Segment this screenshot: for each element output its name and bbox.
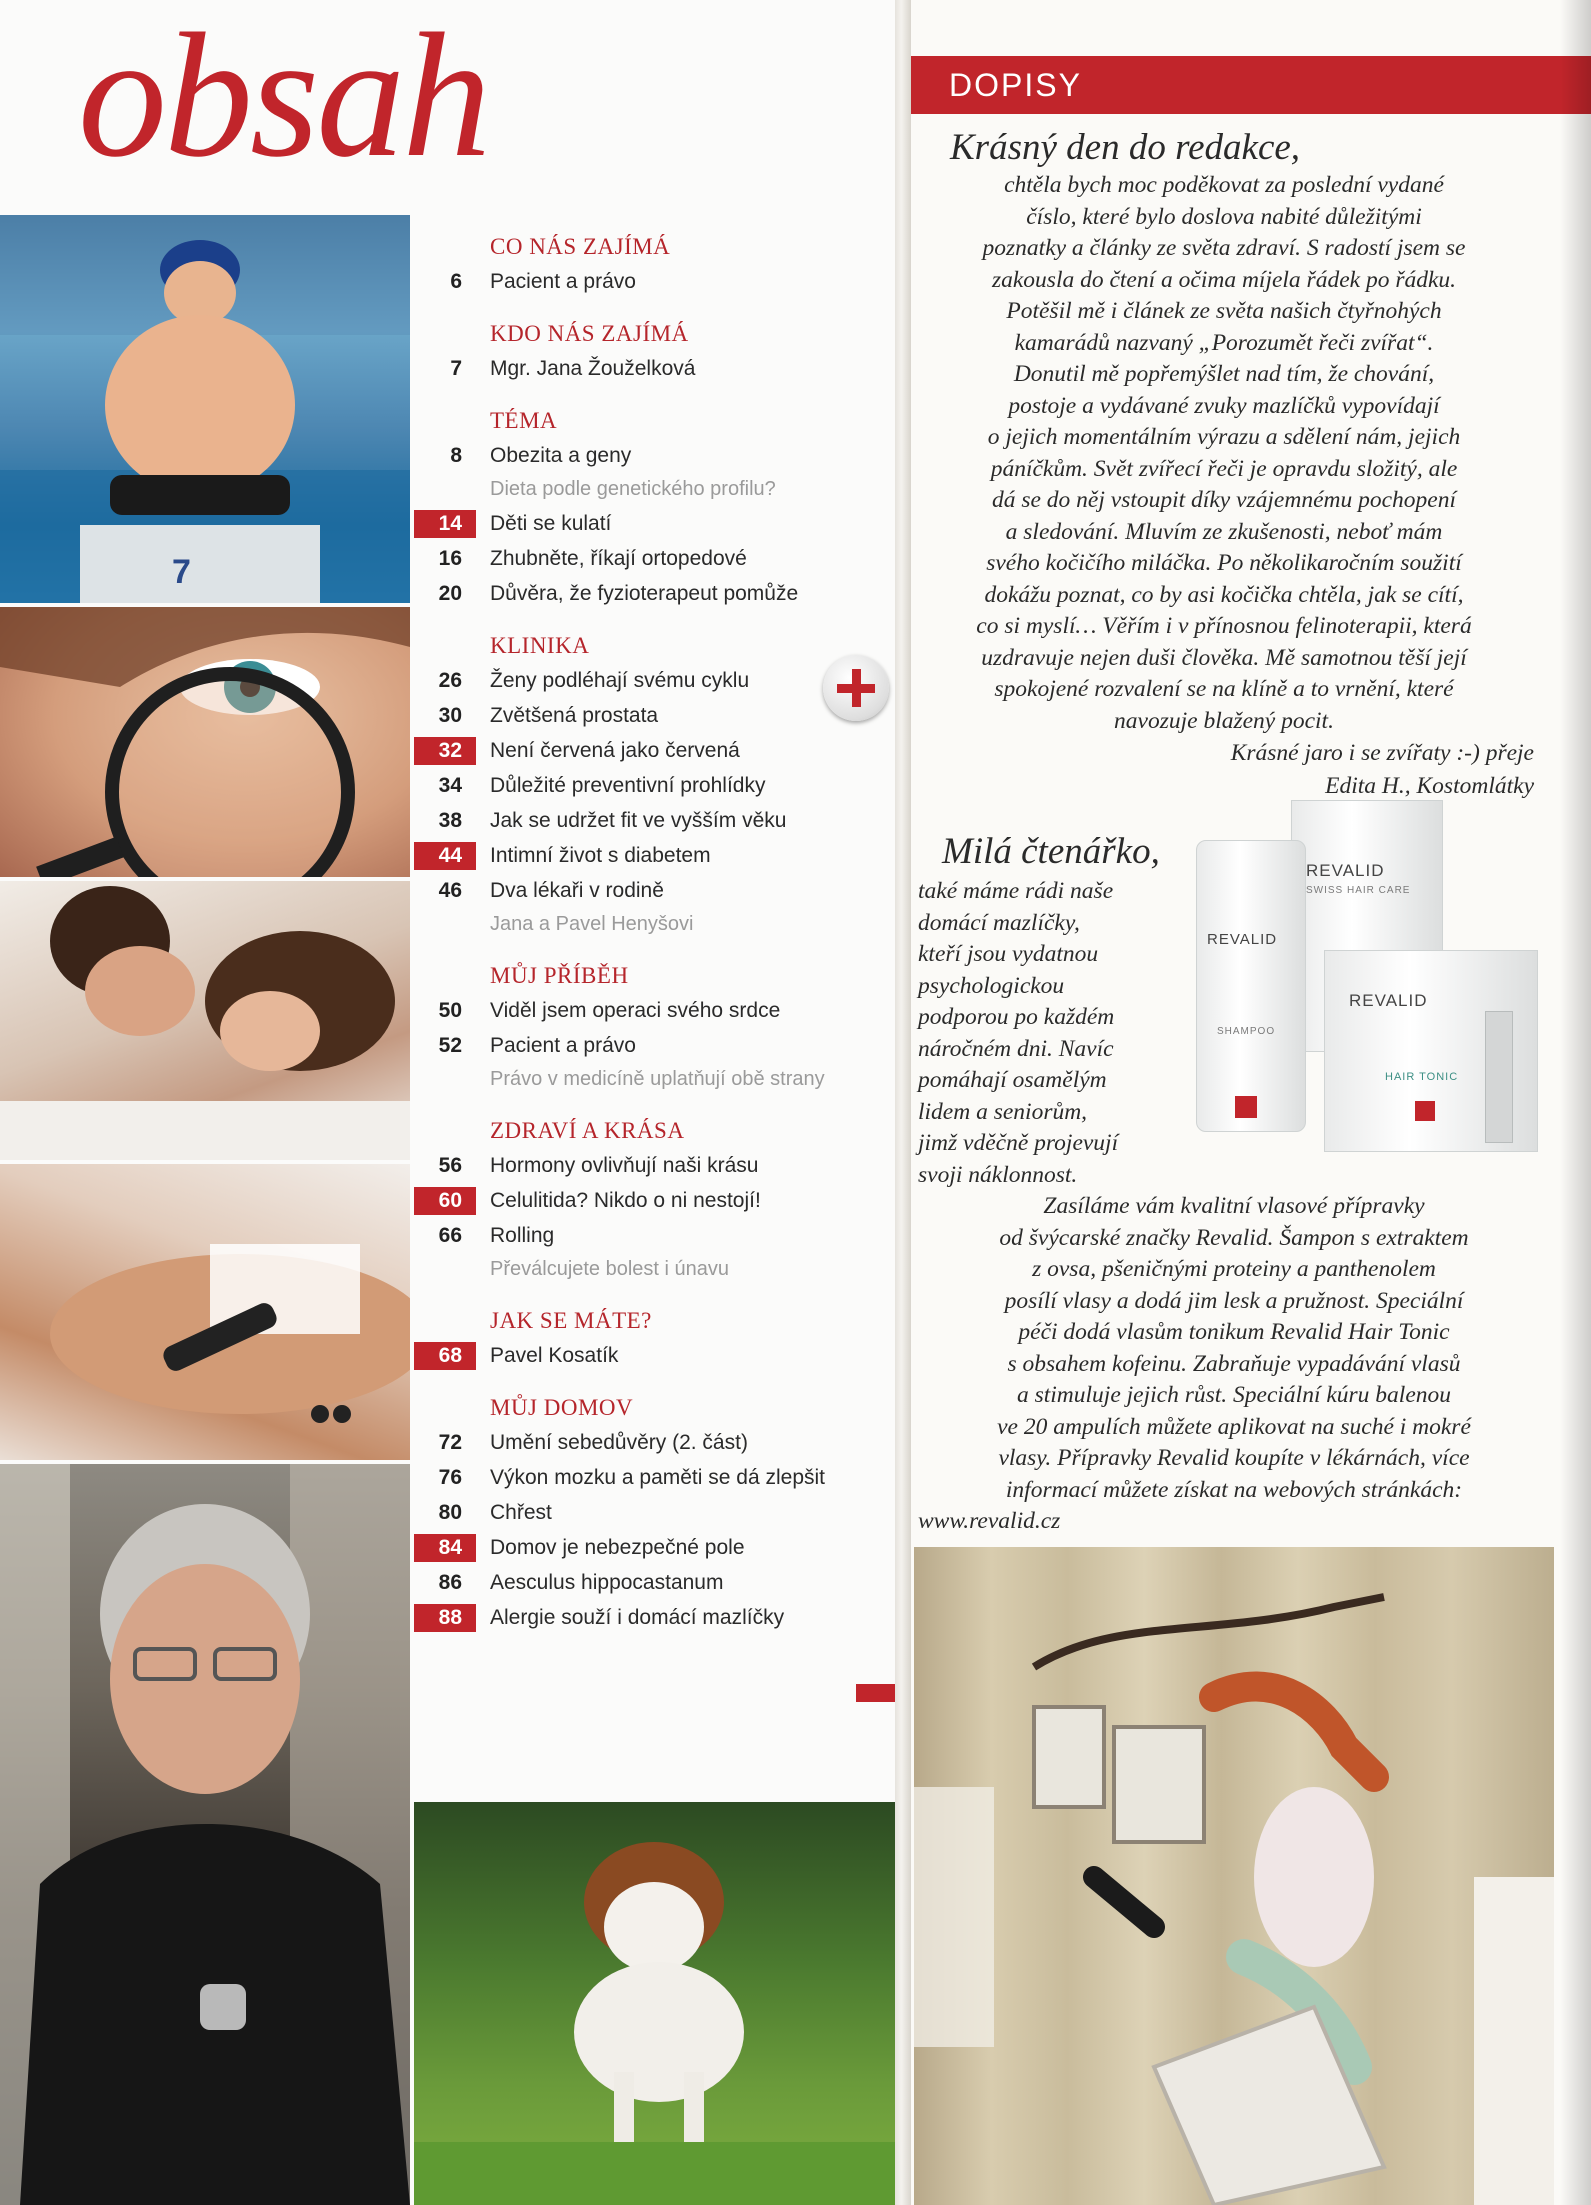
text-line: Zasíláme vám kvalitní vlasové přípravky <box>1043 1193 1425 1219</box>
text-line: uzdravuje nejen duši člověka. Mě samotnou těší její <box>981 644 1467 671</box>
tonic-brand: REVALID <box>1349 991 1428 1010</box>
product-brand: REVALID <box>1306 861 1385 880</box>
toc-item[interactable] <box>414 1495 895 1530</box>
toc-heading: KLINIKA <box>490 633 590 658</box>
letter-body <box>914 170 1534 737</box>
product-image <box>1196 800 1542 1170</box>
toc-item[interactable] <box>414 264 895 299</box>
page-number: 20 <box>438 581 462 605</box>
page-number: 60 <box>414 1187 476 1215</box>
toc-item-label: Mgr. Jana Žouželková <box>490 356 696 380</box>
toc-item-label: Pavel Kosatík <box>490 1343 619 1367</box>
photo-dog-running <box>414 1802 895 2205</box>
text-line: svoji náklonnost. <box>918 1161 1078 1188</box>
swiss-cross-icon <box>1415 1101 1435 1121</box>
toc-item[interactable] <box>414 1183 895 1218</box>
toc-item-label: Domov je nebezpečné pole <box>490 1535 745 1559</box>
text-line: psychologickou <box>918 972 1065 999</box>
text-line: chtěla bych moc poděkovat za poslední vydané <box>1004 172 1444 198</box>
text-line: Edita H., Kostomlátky <box>1325 773 1534 799</box>
toc-item[interactable] <box>414 1460 895 1495</box>
page-number: 7 <box>450 356 462 380</box>
toc-item-label: Zvětšená prostata <box>490 703 659 727</box>
toc-item[interactable] <box>414 838 895 873</box>
toc-item-subtitle: Převálcujete bolest i únavu <box>490 1258 730 1280</box>
page-number: 30 <box>438 703 462 727</box>
page-number: 84 <box>414 1534 476 1562</box>
toc-section <box>414 1114 895 1286</box>
website-link[interactable]: www.revalid.cz <box>918 1508 1061 1534</box>
toc-item-label: Dva lékaři v rodině <box>490 878 664 902</box>
toc-heading: MŮJ PŘÍBĚH <box>490 963 629 988</box>
text-line: kteří jsou vydatnou <box>918 941 1099 967</box>
toc-section <box>414 959 895 1096</box>
text-line: podporou po každém <box>918 1004 1115 1030</box>
letter-title: Krásný den do redakce, <box>950 127 1301 168</box>
toc-item-label: Aesculus hippocastanum <box>490 1570 724 1594</box>
text-line: také máme rádi naše <box>918 878 1114 904</box>
toc-item[interactable] <box>414 1565 895 1600</box>
toc-item[interactable] <box>414 541 895 576</box>
page-number: 88 <box>414 1604 476 1632</box>
toc-item[interactable] <box>414 1218 895 1253</box>
ampoule <box>1485 1011 1513 1143</box>
tonic-box <box>1324 950 1538 1152</box>
page-number: 50 <box>438 998 462 1022</box>
toc-section <box>414 1304 895 1373</box>
shampoo-label: SHAMPOO <box>1217 1026 1276 1037</box>
text-line: péči dodá vlasům tonikum Revalid Hair Tonic <box>1018 1319 1450 1345</box>
toc-item-label: Pacient a právo <box>490 1033 636 1057</box>
page-number: 6 <box>450 269 462 293</box>
text-line: domácí mazlíčky, <box>918 909 1080 936</box>
text-line: lidem a seniorům, <box>918 1098 1088 1125</box>
page-number: 52 <box>438 1033 462 1057</box>
toc-heading: MŮJ DOMOV <box>490 1395 634 1420</box>
toc-item-label: Pacient a právo <box>490 269 636 293</box>
text-line: kamarádů nazvaný „Porozumět řeči zvířat“. <box>1014 329 1434 356</box>
toc-section <box>414 404 895 611</box>
text-line: od švýcarské značky Revalid. Šampon s extraktem <box>999 1224 1469 1251</box>
tonic-label: HAIR TONIC <box>1385 1071 1459 1083</box>
text-line: dokážu poznat, co by asi kočička chtěla, jak se cítí, <box>984 581 1464 608</box>
swiss-cross-icon <box>1235 1096 1257 1118</box>
toc-item[interactable] <box>414 698 895 733</box>
toc-item-label: Děti se kulatí <box>490 511 612 535</box>
text-line: a sledování. Mluvím ze zkušenosti, neboť mám <box>1005 518 1443 545</box>
table-of-contents <box>414 230 895 1635</box>
text-line: o jejich momentálním výrazu a sdělení nám, jejich <box>987 424 1461 450</box>
reader-letter <box>914 126 1534 803</box>
toc-item[interactable] <box>414 1028 895 1063</box>
page-edge-shadow <box>1560 0 1591 2205</box>
text-line: Krásné jaro i se zvířaty :-) přeje <box>1230 740 1534 766</box>
toc-section <box>414 230 895 299</box>
photo-man-portrait <box>0 1464 410 2205</box>
illustration-falling-woman <box>914 1547 1554 2205</box>
page-number: 68 <box>414 1342 476 1370</box>
toc-heading: TÉMA <box>490 408 558 433</box>
page-number: 80 <box>438 1500 462 1524</box>
toc-item[interactable] <box>414 1425 895 1460</box>
toc-item[interactable] <box>414 873 895 908</box>
toc-item-label: Zhubněte, říkají ortopedové <box>490 546 747 570</box>
toc-item[interactable] <box>414 576 895 611</box>
text-line: číslo, které bylo doslova nabité důležitými <box>1026 203 1422 230</box>
reply-title: Milá čtenářko, <box>942 831 1160 872</box>
toc-item[interactable] <box>414 438 895 473</box>
toc-item[interactable] <box>414 993 895 1028</box>
page-number: 44 <box>414 842 476 870</box>
shampoo-bottle <box>1196 840 1306 1132</box>
page-number: 38 <box>438 808 462 832</box>
text-line: ve 20 ampulích můžete aplikovat na suché i mokré <box>997 1413 1471 1440</box>
toc-item-label: Důvěra, že fyzioterapeut pomůže <box>490 581 799 605</box>
page-number: 34 <box>438 773 462 797</box>
toc-item-subtitle: Právo v medicíně uplatňují obě strany <box>490 1068 825 1090</box>
section-marker <box>856 1684 898 1702</box>
product-tagline: SWISS HAIR CARE <box>1306 885 1411 896</box>
page-number: 76 <box>438 1465 462 1489</box>
toc-item-label: Jak se udržet fit ve vyšším věku <box>490 808 787 832</box>
toc-item-label: Ženy podléhají svému cyklu <box>490 668 750 692</box>
toc-item[interactable] <box>414 1530 895 1565</box>
text-line: z ovsa, pšeničnými proteiny a panthenolem <box>1032 1256 1436 1282</box>
toc-item[interactable] <box>414 733 895 768</box>
text-line: spokojené rozvalení se na klíně a to vrnění, které <box>994 676 1454 702</box>
toc-item[interactable] <box>414 768 895 803</box>
toc-item[interactable] <box>414 1600 895 1635</box>
text-line: a stimuluje jejich růst. Speciální kúru balenou <box>1016 1382 1452 1408</box>
page-number: 46 <box>438 878 462 902</box>
page-spine <box>895 0 911 2205</box>
toc-item-label: Hormony ovlivňují naši krásu <box>490 1153 759 1177</box>
text-line: co si myslí… Věřím i v přínosnou felinoterapii, která <box>976 613 1472 639</box>
toc-section <box>414 1391 895 1635</box>
toc-heading: KDO NÁS ZAJÍMÁ <box>490 321 689 346</box>
text-line: páníčkům. Svět zvířecí řeči je opravdu složitý, ale <box>990 455 1458 482</box>
toc-section <box>414 629 895 941</box>
text-line: jimž vděčně projevují <box>918 1130 1119 1156</box>
page-number: 56 <box>438 1153 462 1177</box>
page-number: 14 <box>414 510 476 538</box>
photo-couple <box>0 881 410 1160</box>
toc-heading: JAK SE MÁTE? <box>490 1308 652 1333</box>
text-line: zakousla do čtení a očima míjela řádek po řádku. <box>991 266 1457 293</box>
page-number: 66 <box>438 1223 462 1247</box>
text-line: pomáhají osamělým <box>918 1067 1107 1093</box>
toc-item-label: Viděl jsem operaci svého srdce <box>490 998 781 1022</box>
page-number: 8 <box>450 443 462 467</box>
page-title: obsah <box>78 0 489 194</box>
text-line: Potěšil mě i článek ze světa našich čtyřnohých <box>1006 298 1442 324</box>
text-line: svého kočičího miláčka. Po několikaročním soužití <box>986 550 1462 576</box>
toc-item-label: Chřest <box>490 1500 552 1524</box>
toc-item[interactable] <box>414 506 895 541</box>
toc-item-label: Důležité preventivní prohlídky <box>490 773 766 797</box>
toc-item-label: Umění sebedůvěry (2. část) <box>490 1430 748 1454</box>
text-line: dá se do něj vstoupit díky vzájemnému pochopení <box>991 487 1456 513</box>
reply-body-wide <box>918 1191 1550 1538</box>
toc-item[interactable] <box>414 1338 895 1373</box>
toc-item-label: Intimní život s diabetem <box>490 843 711 867</box>
page-number: 16 <box>438 546 462 570</box>
text-line: postoje a vydávané zvuky mazlíčků vypovídají <box>1008 392 1440 419</box>
toc-item[interactable] <box>414 803 895 838</box>
photo-eye-magnifier <box>0 607 410 877</box>
toc-item-label: Obezita a geny <box>490 443 632 467</box>
toc-heading: ZDRAVÍ A KRÁSA <box>490 1118 685 1143</box>
block-number: 7 <box>172 553 191 591</box>
page-number: 86 <box>438 1570 462 1594</box>
toc-item-subtitle: Jana a Pavel Henyšovi <box>490 913 694 935</box>
bottle-brand: REVALID <box>1207 931 1278 948</box>
page-number: 72 <box>438 1430 462 1454</box>
text-line: poznatky a články ze světa zdraví. S radostí jsem se <box>982 235 1466 261</box>
toc-item-label: Celulitida? Nikdo o ni nestojí! <box>490 1188 761 1212</box>
medical-cross-icon <box>823 655 889 721</box>
toc-section <box>414 317 895 386</box>
toc-item[interactable] <box>414 1148 895 1183</box>
toc-item-label: Rolling <box>490 1223 555 1247</box>
page-number: 32 <box>414 737 476 765</box>
text-line: informací můžete získat na webových stránkách: <box>1005 1476 1463 1503</box>
toc-item-label: Není červená jako červená <box>490 738 740 762</box>
toc-item-subtitle: Dieta podle genetického profilu? <box>490 478 776 500</box>
photo-swimmer-child <box>0 215 410 603</box>
toc-heading: CO NÁS ZAJÍMÁ <box>490 234 671 259</box>
letter-signature <box>914 737 1534 803</box>
text-line: navozuje blažený pocit. <box>1114 707 1334 734</box>
toc-item-label: Alergie souží i domácí mazlíčky <box>490 1605 785 1629</box>
text-line: posílí vlasy a dodá jim lesk a pružnost. Speciální <box>1004 1287 1464 1314</box>
photo-massage <box>0 1164 410 1460</box>
text-line: s obsahem kofeinu. Zabraňuje vypadávání vlasů <box>1007 1350 1461 1377</box>
page-number: 26 <box>438 668 462 692</box>
section-title: DOPISY <box>949 67 1082 103</box>
toc-item[interactable] <box>414 351 895 386</box>
toc-item-label: Výkon mozku a paměti se dá zlepšit <box>490 1465 825 1489</box>
text-line: náročném dni. Navíc <box>918 1035 1114 1062</box>
text-line: Donutil mě popřemýšlet nad tím, že chování, <box>1013 361 1435 387</box>
text-line: vlasy. Přípravky Revalid koupíte v lékárnách, více <box>998 1445 1470 1471</box>
